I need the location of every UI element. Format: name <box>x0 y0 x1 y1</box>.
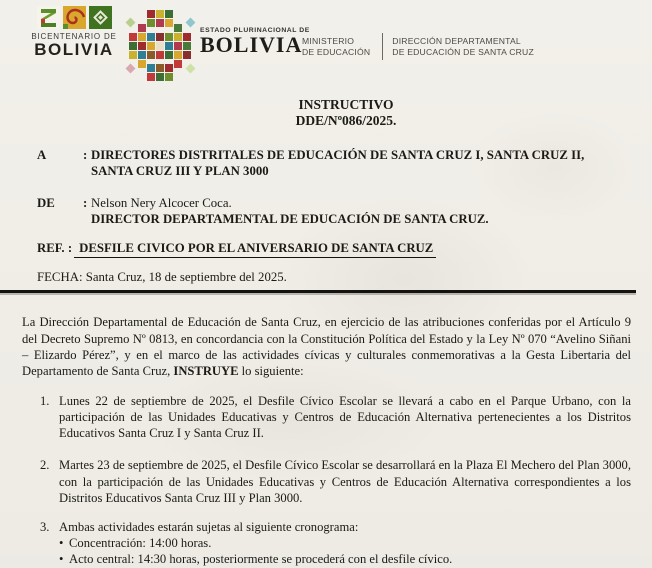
bicentenario-logo-wordmark: BOLIVIA <box>34 40 114 59</box>
bicentenario-spiral-glyph-icon <box>63 6 86 29</box>
list-item-1 <box>40 393 631 442</box>
document-header <box>0 0 652 88</box>
title-number: DDE/Nº086/2025. <box>295 112 397 128</box>
intro-text-before: La Dirección Departamental de Educación de Santa Cruz, en ejercicio de las atribuciones conferidas por el Artículo 9 del Decreto Supremo Nº 0813, en concordancia con la Constitución Política del Estado y la Ley Nº 070 “Avelino Siñani – Elizardo Pérez”, y en el marco de las actividades cívicas y culturales conmemorativas a la Gesta Libertaria del Departamento de Santa Cruz, <box>22 315 631 379</box>
field-row-ref <box>37 240 632 258</box>
item-3-number: 3. <box>40 520 50 535</box>
document-title <box>0 97 652 128</box>
item-1-number: 1. <box>40 393 50 408</box>
intro-paragraph <box>22 314 631 380</box>
estado-plurinacional-text: ESTADO PLURINACIONAL DE <box>200 27 310 34</box>
field-row-de <box>37 195 632 227</box>
a-value-line2: SANTA CRUZ III Y PLAN 3000 <box>91 164 269 178</box>
header-vertical-divider <box>382 33 383 60</box>
field-row-a <box>37 147 632 179</box>
item-3-bullet-1-text: Concentración: 14:00 horas. <box>69 536 212 551</box>
list-item-2 <box>40 457 631 506</box>
de-separator: : <box>83 196 88 210</box>
item-3-text: Ambas actividades estarán sujetas al siguiente cronograma: <box>59 520 359 535</box>
instruction-list <box>0 393 652 568</box>
list-item-3 <box>40 519 631 568</box>
item-2-number: 2. <box>40 458 50 473</box>
horizontal-rule <box>0 290 636 293</box>
a-separator: : <box>83 148 88 162</box>
a-value-line1: DIRECTORES DISTRITALES DE EDUCACIÓN DE SANTA CRUZ I, SANTA CRUZ II, <box>91 148 585 162</box>
bicentenario-logo <box>28 6 120 58</box>
item-3-bullet-1 <box>59 535 631 551</box>
field-row-fecha: FECHA: Santa Cruz, 18 de septiembre del 2025. <box>37 270 287 284</box>
item-1-text: Lunes 22 de septiembre de 2025, el Desfile Cívico Escolar se llevará a cabo en el Parque Urbano, con la participación de las Unidades Educativas y Centros de Educación Alternativa pertenecientes a los Distritos Educativos Santa Cruz I y Santa Cruz II. <box>59 393 631 441</box>
ministerio-educacion-label <box>302 36 370 57</box>
ref-label: REF. : <box>37 241 73 255</box>
ministerio-line2: DE EDUCACIÓN <box>302 46 371 57</box>
bicentenario-logo-text-small: BICENTENARIO DE <box>31 32 117 41</box>
de-value-line2: DIRECTOR DEPARTAMENTAL DE EDUCACIÓN DE SANTA CRUZ. <box>91 212 489 226</box>
de-value-line1: Nelson Nery Alcocer Coca. <box>91 196 232 210</box>
chakana-mosaic-logo-icon <box>124 8 198 84</box>
ref-value: DESFILE CIVICO POR EL ANIVERSARIO DE SANTA CRUZ <box>74 240 436 258</box>
intro-text-after: lo siguiente: <box>238 364 304 379</box>
bicentenario-2-glyph-icon <box>37 6 60 29</box>
bolivia-wordmark: BOLIVIA <box>200 32 303 57</box>
de-value <box>91 195 489 227</box>
item-3-content <box>59 519 631 568</box>
bullet-icon: • <box>59 552 64 567</box>
a-value <box>91 147 584 179</box>
title-line1: INSTRUCTIVO <box>298 97 394 112</box>
bicentenario-diamond-glyph-icon <box>89 6 112 29</box>
estado-plurinacional-logo <box>200 27 310 55</box>
bicentenario-logo-squares <box>28 6 120 29</box>
item-3-bullet-2 <box>59 551 631 567</box>
a-label: A <box>37 148 47 162</box>
de-label: DE <box>37 196 55 210</box>
item-2-text: Martes 23 de septiembre de 2025, el Desfile Cívico Escolar se desarrollará en la Plaza El Mechero del Plan 3000, con la participación de las Unidades Educativas y Centros de Educación Alternativa correspondientes a los Distritos Educativos Santa Cruz III y Plan 3000. <box>59 458 631 505</box>
direccion-line1: DIRECCIÓN DEPARTAMENTAL <box>392 36 521 46</box>
ministry-header-block <box>302 33 534 60</box>
bullet-icon: • <box>59 536 64 551</box>
item-3-bullet-2-text: Acto central: 14:30 horas, posteriormente se procederá con el desfile cívico. <box>69 552 453 567</box>
ministerio-line1: MINISTERIO <box>302 36 355 46</box>
intro-instruye-keyword: INSTRUYE <box>173 364 239 379</box>
direccion-departamental-label <box>392 36 534 57</box>
direccion-line2: DE EDUCACIÓN DE SANTA CRUZ <box>392 46 534 57</box>
